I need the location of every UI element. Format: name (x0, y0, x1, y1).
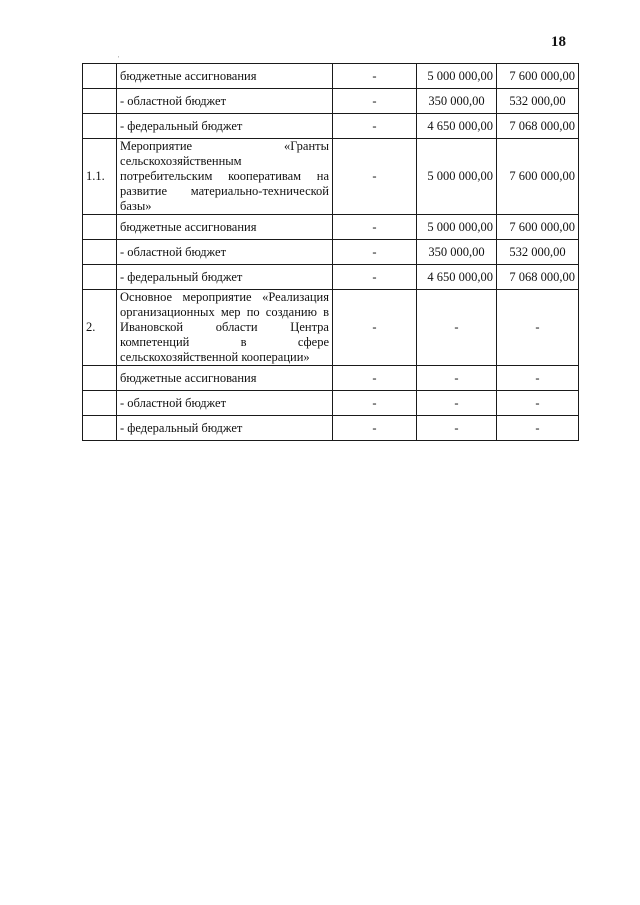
row-name: - областной бюджет (117, 391, 333, 416)
value-cell: 7 600 000,00 (497, 215, 579, 240)
budget-table (82, 63, 579, 441)
table-row (83, 391, 579, 416)
value-cell: - (417, 290, 497, 366)
value-cell: 5 000 000,00 (417, 215, 497, 240)
section-number: 1.1. (83, 139, 117, 215)
row-name: - областной бюджет (117, 240, 333, 265)
row-number-cell (83, 391, 117, 416)
value-cell: - (417, 416, 497, 441)
value-cell: 4 650 000,00 (417, 114, 497, 139)
row-name: бюджетные ассигнования (117, 366, 333, 391)
value-cell: 5 000 000,00 (417, 139, 497, 215)
value-cell: 350 000,00 (417, 89, 497, 114)
row-number-cell (83, 114, 117, 139)
table-row (83, 64, 579, 89)
value-cell: - (333, 265, 417, 290)
value-cell: 7 068 000,00 (497, 265, 579, 290)
section-header-row (83, 290, 579, 366)
table-row (83, 89, 579, 114)
table-row (83, 215, 579, 240)
row-name: бюджетные ассигнования (117, 215, 333, 240)
row-number-cell (83, 366, 117, 391)
value-cell: - (333, 64, 417, 89)
value-cell: - (333, 290, 417, 366)
value-cell: - (333, 416, 417, 441)
value-cell: - (333, 215, 417, 240)
value-cell: 532 000,00 (497, 240, 579, 265)
row-number-cell (83, 240, 117, 265)
value-cell: 532 000,00 (497, 89, 579, 114)
table-row (83, 416, 579, 441)
row-name: - федеральный бюджет (117, 416, 333, 441)
table-row (83, 240, 579, 265)
value-cell: - (333, 240, 417, 265)
value-cell: - (497, 290, 579, 366)
row-number-cell (83, 215, 117, 240)
value-cell: 5 000 000,00 (417, 64, 497, 89)
table-row (83, 114, 579, 139)
value-cell: - (417, 366, 497, 391)
value-cell: 4 650 000,00 (417, 265, 497, 290)
row-name: - федеральный бюджет (117, 114, 333, 139)
row-number-cell (83, 64, 117, 89)
row-number-cell (83, 265, 117, 290)
row-name: - областной бюджет (117, 89, 333, 114)
section-number: 2. (83, 290, 117, 366)
value-cell: - (333, 89, 417, 114)
value-cell: - (497, 391, 579, 416)
section-title: Основное мероприятие «Реализация организационных мер по созданию в Ивановской области Центра компетенций в сфере сельскохозяйственной кооперации» (117, 290, 333, 366)
row-number-cell (83, 416, 117, 441)
value-cell: 7 600 000,00 (497, 64, 579, 89)
value-cell: 7 068 000,00 (497, 114, 579, 139)
section-title: Мероприятие «Гранты сельскохозяйственным потребительским кооперативам на развитие материально-технической базы» (117, 139, 333, 215)
value-cell: - (333, 139, 417, 215)
row-number-cell (83, 89, 117, 114)
value-cell: - (497, 416, 579, 441)
value-cell: 350 000,00 (417, 240, 497, 265)
value-cell: - (333, 114, 417, 139)
value-cell: - (417, 391, 497, 416)
row-name: - федеральный бюджет (117, 265, 333, 290)
value-cell: - (333, 391, 417, 416)
row-name: бюджетные ассигнования (117, 64, 333, 89)
page-number: 18 (551, 34, 566, 50)
section-header-row (83, 139, 579, 215)
table-row (83, 265, 579, 290)
value-cell: 7 600 000,00 (497, 139, 579, 215)
value-cell: - (497, 366, 579, 391)
scan-mark: ˈ (117, 55, 120, 64)
value-cell: - (333, 366, 417, 391)
table-row (83, 366, 579, 391)
